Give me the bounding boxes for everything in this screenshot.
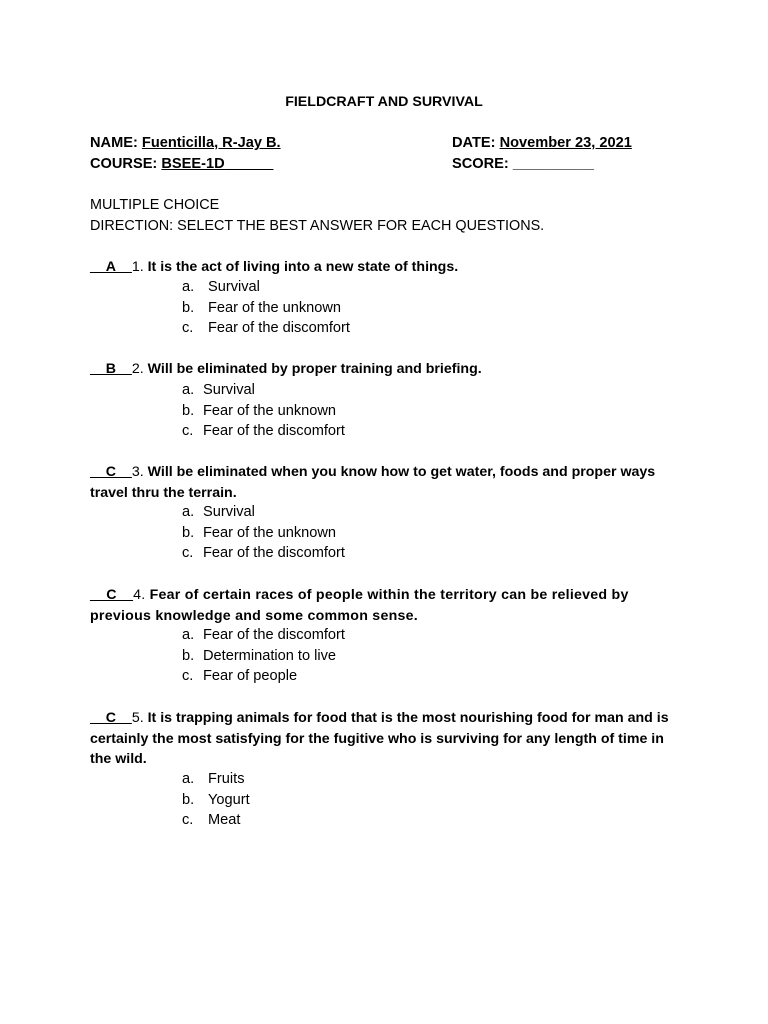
- option: [182, 421, 345, 442]
- option-letter: a.: [182, 627, 195, 643]
- option: [182, 298, 350, 319]
- answer-blank: __A__: [90, 259, 132, 275]
- course-line: [90, 154, 273, 175]
- option: [182, 523, 345, 544]
- option-text: Fear of the unknown: [208, 299, 342, 316]
- option-text: Determination to live: [203, 647, 337, 664]
- course-blank: ______: [224, 156, 274, 172]
- question-3-options: [182, 502, 345, 564]
- question-number: 4.: [133, 587, 146, 603]
- course-value-text: BSEE-1D: [161, 156, 225, 172]
- name-value: Fuenticilla, R-Jay B.: [141, 135, 281, 151]
- question-text: Fear of certain races of people within the territory can be relieved by previous knowledge and some common sense.: [90, 587, 629, 624]
- question-1: [90, 257, 670, 278]
- option: [182, 646, 345, 667]
- option-letter: b.: [182, 791, 195, 808]
- option: [182, 625, 345, 646]
- option-text: Fear of the discomfort: [203, 423, 345, 440]
- name-label: NAME:: [90, 135, 138, 151]
- question-text: Will be eliminated by proper training and briefing.: [147, 361, 482, 377]
- option-text: Fear of the discomfort: [203, 627, 345, 643]
- option-letter: c.: [182, 545, 194, 562]
- option-text: Fear of the discomfort: [203, 545, 345, 562]
- option: [182, 277, 350, 298]
- question-5-options: [182, 769, 250, 831]
- question-number: 5.: [131, 710, 144, 726]
- question-number: 3.: [131, 464, 144, 480]
- date-line: [452, 133, 632, 154]
- question-4: [90, 585, 670, 626]
- question-text: Will be eliminated when you know how to get water, foods and proper ways travel thru the terrain.: [90, 464, 656, 501]
- score-label: SCORE:: [452, 156, 509, 172]
- question-2-options: [182, 380, 345, 442]
- option-text: Yogurt: [208, 791, 250, 808]
- option-letter: b.: [182, 647, 195, 664]
- date-label: DATE:: [452, 135, 496, 151]
- option-letter: c.: [182, 423, 194, 440]
- name-line: [90, 133, 281, 154]
- question-text: It is the act of living into a new state of things.: [147, 259, 459, 275]
- option-letter: a.: [182, 771, 195, 787]
- option-text: Survival: [203, 382, 255, 398]
- question-text: It is trapping animals for food that is the most nourishing food for man and is certainly the most satisfying for the fugitive who is surviving for any length of time in the wild.: [90, 710, 669, 768]
- question-number: 1.: [131, 259, 144, 275]
- section-heading: MULTIPLE CHOICE: [90, 197, 220, 213]
- option: [182, 318, 350, 339]
- option-text: Fear of people: [203, 668, 298, 685]
- section-direction: DIRECTION: SELECT THE BEST ANSWER FOR EACH QUESTIONS.: [90, 218, 545, 234]
- option: [182, 769, 250, 790]
- option-letter: b.: [182, 299, 195, 316]
- course-label: COURSE:: [90, 156, 158, 172]
- option-text: Fruits: [208, 771, 245, 787]
- score-value: __________: [512, 156, 594, 172]
- answer-blank: __B__: [90, 361, 132, 377]
- question-1-options: [182, 277, 350, 339]
- option-letter: a.: [182, 504, 195, 520]
- option: [182, 380, 345, 401]
- question-4-options: [182, 625, 345, 687]
- option-letter: b.: [182, 524, 195, 541]
- question-2: [90, 359, 670, 380]
- option: [182, 810, 250, 831]
- date-value: November 23, 2021: [499, 135, 632, 151]
- question-number: 2.: [131, 361, 144, 377]
- option-text: Fear of the unknown: [203, 402, 337, 419]
- option-letter: a.: [182, 279, 195, 295]
- question-5: [90, 708, 670, 770]
- course-value: [161, 156, 273, 172]
- document-title: FIELDCRAFT AND SURVIVAL: [285, 94, 483, 110]
- option: [182, 401, 345, 422]
- option-text: Fear of the discomfort: [208, 320, 350, 337]
- question-3: [90, 462, 670, 503]
- answer-blank: __C__: [90, 587, 134, 603]
- option-text: Survival: [208, 279, 260, 295]
- option: [182, 666, 345, 687]
- option-letter: c.: [182, 320, 194, 337]
- option-letter: c.: [182, 668, 194, 685]
- option-letter: a.: [182, 382, 195, 398]
- option: [182, 790, 250, 811]
- answer-blank: __C__: [90, 464, 132, 480]
- option: [182, 502, 345, 523]
- option-text: Meat: [208, 812, 241, 829]
- option-text: Survival: [203, 504, 255, 520]
- score-line: [452, 154, 594, 175]
- answer-blank: __C__: [90, 710, 132, 726]
- option-letter: b.: [182, 402, 195, 419]
- option-letter: c.: [182, 812, 194, 829]
- option: [182, 543, 345, 564]
- option-text: Fear of the unknown: [203, 524, 337, 541]
